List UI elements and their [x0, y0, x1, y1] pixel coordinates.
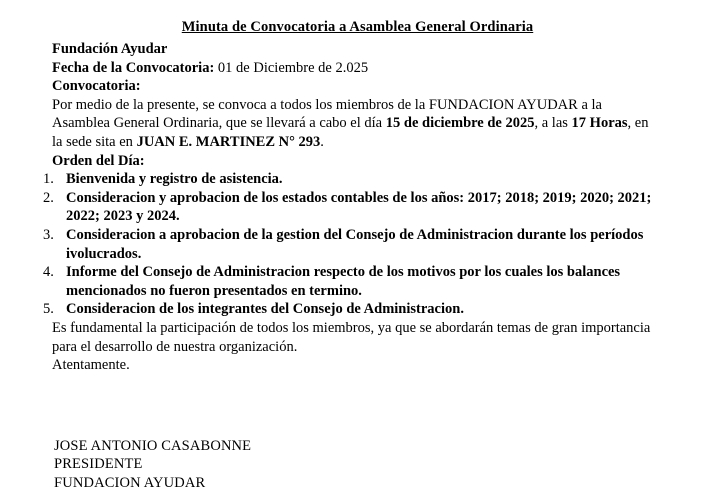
convocation-date-label: Fecha de la Convocatoria:	[52, 59, 215, 76]
closing-salutation: Atentamente.	[52, 357, 130, 374]
convocation-date-value: 01 de Diciembre de 2.025	[214, 59, 369, 76]
agenda-list-item	[0, 300, 669, 319]
agenda-list	[0, 170, 715, 319]
closing-paragraph: Es fundamental la participación de todos los miembros, ya que se abordarán temas de gran importancia para el desarrollo de nuestra organización.	[52, 319, 651, 355]
agenda-item-text: Informe del Consejo de Administracion respecto de los motivos por los cuales los balances mencionados no fueron presentados en termino.	[66, 264, 621, 299]
signatory-entity: FUNDACION AYUDAR	[54, 474, 206, 491]
convocatoria-meeting-time: 17 Horas	[571, 115, 628, 132]
agenda-item-text: Bienvenida y registro de asistencia.	[66, 171, 283, 188]
convocatoria-heading	[52, 77, 660, 96]
agenda-label: Orden del Día:	[52, 152, 145, 169]
convocatoria-meeting-address: JUAN E. MARTINEZ N° 293	[136, 133, 321, 150]
convocatoria-text-part1: Por medio de la presente, se convoca a todos los miembros de la FUNDACION AYUDAR a la Asamblea General Ordinaria, que se llevará a cabo el día	[52, 96, 602, 132]
convocatoria-text-part2: , a las	[534, 115, 572, 132]
agenda-item-number: 5.	[43, 301, 54, 318]
signatory-name: JOSE ANTONIO CASABONNE	[54, 437, 252, 454]
agenda-item-number: 2.	[43, 189, 54, 206]
convocation-date-line	[52, 59, 660, 78]
agenda-item-number: 4.	[43, 264, 54, 281]
agenda-item-text: Consideracion a aprobacion de la gestion del Consejo de Administracion durante los períodos ivolucrados.	[66, 226, 644, 262]
agenda-list-item	[0, 189, 669, 226]
convocatoria-text-part3: , en la sede sita en	[52, 115, 649, 150]
page-title: Minuta de Convocatoria a Asamblea General Ordinaria	[181, 19, 534, 35]
signatory-role: PRESIDENTE	[54, 456, 143, 473]
convocatoria-label: Convocatoria:	[52, 78, 141, 95]
agenda-list-item	[0, 226, 669, 263]
convocatoria-text-part4: .	[320, 133, 324, 150]
signature-spacer	[0, 375, 715, 405]
agenda-item-number: 3.	[43, 226, 54, 243]
closing-block	[0, 319, 715, 375]
agenda-list-item	[0, 263, 669, 300]
agenda-item-number: 1.	[43, 171, 54, 188]
agenda-item-text: Consideracion de los integrantes del Consejo de Administracion.	[66, 301, 464, 318]
organization-name: Fundación Ayudar	[52, 41, 168, 57]
agenda-item-text: Consideracion y aprobacion de los estados contables de los años: 2017; 2018; 2019; 2020; 2021; 2022; 2023 y 2024.	[66, 189, 652, 225]
convocatoria-paragraph	[52, 96, 660, 152]
agenda-list-item	[0, 170, 669, 189]
signature-block	[0, 437, 715, 492]
convocatoria-meeting-date: 15 de diciembre de 2025	[385, 115, 535, 132]
document-body	[0, 40, 715, 170]
agenda-heading	[52, 152, 660, 171]
organization-line	[52, 40, 660, 59]
